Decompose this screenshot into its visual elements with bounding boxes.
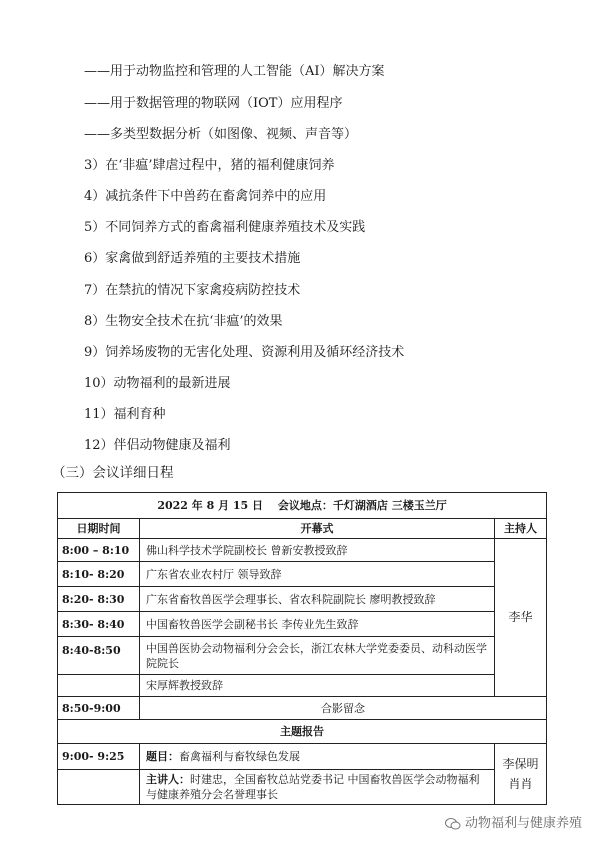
item-line: 5）不同饲养方式的畜禽福利健康养殖技术及实践: [84, 220, 366, 235]
report-header: 主题报告: [58, 720, 547, 744]
col-header-time: 日期时间: [58, 519, 140, 539]
item-line: ——用于数据管理的物联网（IOT）应用程序: [84, 96, 343, 111]
section-title: （三）会议详细日程: [52, 465, 174, 481]
item-line: 12）伴侣动物健康及福利: [84, 438, 231, 453]
speaker-label: 主讲人：: [146, 773, 190, 786]
table-row: [58, 637, 547, 675]
row-time: 8:00 – 8:10: [58, 539, 140, 562]
topic-label: 题目：: [146, 750, 179, 763]
row-desc: 宋厚辉教授致辞: [140, 675, 495, 697]
item-line: 9）饲养场废物的无害化处理、资源利用及循环经济技术: [84, 345, 405, 360]
speaker-text: 时建忠，全国畜牧总站党委书记 中国畜牧兽医学会动物福利与健康养殖分会名誉理事长: [146, 773, 480, 801]
table-row: [58, 562, 547, 587]
watermark-text: 动物福利与健康养殖: [464, 816, 582, 831]
item-line: ——多类型数据分析（如图像、视频、声音等）: [84, 127, 358, 142]
row-desc: 中国兽医协会动物福利分会会长，浙江农林大学党委委员、动科动医学院院长: [140, 637, 495, 675]
row-time: 8:30- 8:40: [58, 612, 140, 637]
item-line: 10）动物福利的最新进展: [84, 376, 231, 391]
table-row: [58, 697, 547, 720]
item-line: 6）家禽做到舒适养殖的主要技术措施: [84, 251, 301, 266]
row-desc: 中国畜牧兽医学会副秘书长 李传业先生致辞: [140, 612, 495, 637]
item-line: 8）生物安全技术在抗‘非瘟’的效果: [84, 314, 283, 329]
topic-text: 畜禽福利与畜牧绿色发展: [179, 750, 300, 763]
row-time: 8:50-9:00: [58, 697, 140, 720]
row-time: [58, 675, 140, 697]
report-host: 李保明: [502, 757, 539, 771]
wechat-icon: [445, 818, 461, 830]
col-header-session: 开幕式: [140, 519, 495, 539]
row-time: 8:40-8:50: [58, 637, 140, 675]
table-row: [58, 675, 547, 697]
table-row: [58, 587, 547, 612]
report-host-cell: [495, 744, 547, 805]
row-time: 8:20- 8:30: [58, 587, 140, 612]
item-line: ——用于动物监控和管理的人工智能（AI）解决方案: [84, 64, 385, 79]
table-row: [58, 770, 547, 805]
table-row: [58, 744, 547, 770]
row-time: 9:00- 9:25: [58, 744, 140, 770]
report-speaker: [140, 770, 495, 805]
agenda-table: [57, 492, 547, 805]
item-line: 3）在‘非瘟’肆虐过程中，猪的福利健康饲养: [84, 158, 335, 173]
row-desc: 广东省畜牧兽医学会理事长、省农科院副院长 廖明教授致辞: [140, 587, 495, 612]
report-host-2: 肖肖: [508, 777, 533, 791]
watermark: [445, 812, 582, 831]
item-line: 11）福利育种: [84, 407, 166, 422]
row-desc: 广东省农业农村厅 领导致辞: [140, 562, 495, 587]
row-time: 8:10- 8:20: [58, 562, 140, 587]
item-line: 4）减抗条件下中兽药在畜禽饲养中的应用: [84, 189, 327, 204]
table-title-row: 2022 年 8 月 15 日 会议地点：千灯湖酒店 三楼玉兰厅: [58, 493, 547, 519]
row-time: [58, 770, 140, 805]
table-row: [58, 539, 547, 562]
report-topic: [140, 744, 495, 770]
row-desc: 合影留念: [140, 697, 547, 720]
col-header-host: 主持人: [495, 519, 547, 539]
host-cell: 李华: [495, 539, 547, 697]
item-line: 7）在禁抗的情况下家禽疫病防控技术: [84, 283, 301, 298]
row-desc: 佛山科学技术学院副校长 曾新安教授致辞: [140, 539, 495, 562]
table-row: [58, 612, 547, 637]
